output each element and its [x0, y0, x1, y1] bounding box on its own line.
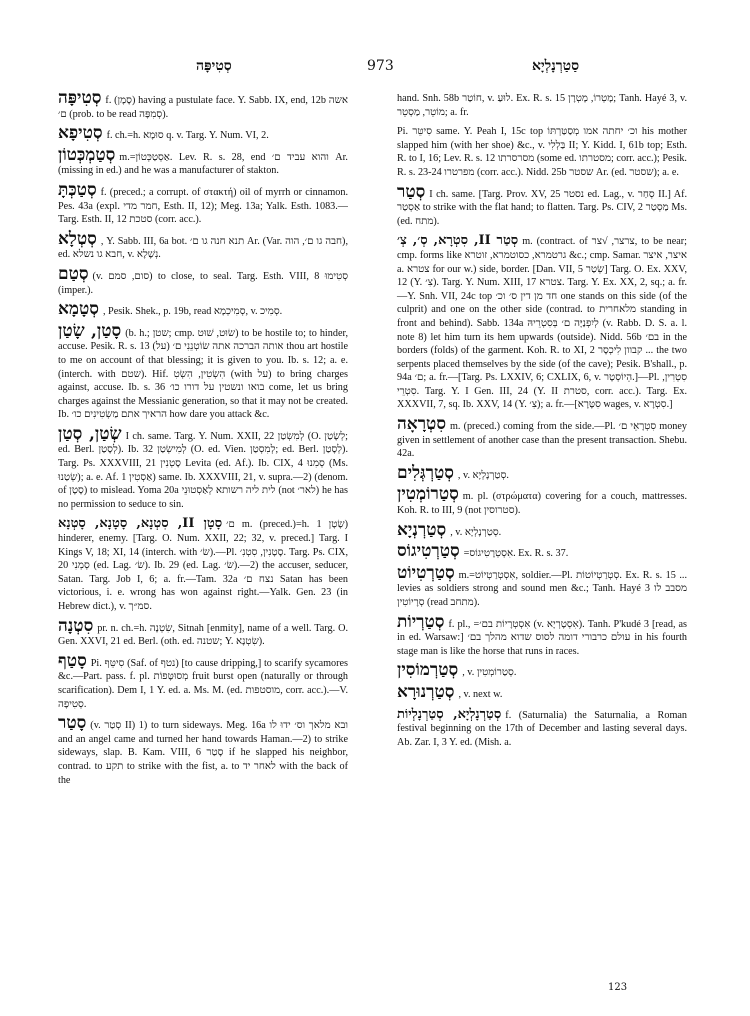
dictionary-entry [397, 708, 687, 750]
entry-definition: I ch. same. [Targ. Prov. XV, 25 נסטר ed. Lag., v. סְחַר II.] Af. אַסְטַר to strike with the flat hand; to flatten. Targ. Ps. CIV, 2 מַסְטַר Ms. (ed. מתח). [397, 188, 688, 227]
dictionary-entry [58, 263, 349, 297]
entry-headword: סָטַן, שָׂטַן [58, 320, 122, 341]
entry-definition: , Pesik. Shek., p. 19b, read סְמִיכְמָא, v. סְמִיכ. [102, 306, 283, 318]
entry-definition: pr. n. ch.=h. שִׂטְנָה, Sitnah [enmity], name of a well. Targ. O. Gen. XXVI, 21 ed. Berl. (oth. ed. שטנה; Y. שִׂטְנָא). [58, 622, 348, 648]
entry-definition: m. (preced.) coming from the side.—Pl. סִטְרָאֵי ם׳ money given in settlement of another case than the present transaction. Shebu. 42a. [397, 421, 687, 460]
dictionary-entry [397, 92, 687, 119]
signature-mark: 123 [608, 982, 628, 993]
page-number: 973 [367, 58, 394, 74]
page-header [50, 58, 700, 80]
dictionary-entry [397, 484, 687, 517]
dictionary-entry [397, 541, 687, 562]
entry-definition: m.=אַסְטַכְּטוֹן. Lev. R. s. 28, end והוא עביד ם׳ Ar. (missing in ed.) and he was a manufacturer of stakton. [58, 151, 348, 177]
entry-definition: (v. סְטַר II) 1) to turn sideways. Meg. 16a ובא מלאך וס׳ ידוּ לו and an angel came and turned her hand towards Haman.—2) to strike sideways, slap. B. Kam. VIII, 6 סָטַר if he slapped his neighbor, contrad. to תקע to strike with the fist, a. to לאחר יד with the back of the [58, 720, 348, 786]
entry-definition: m. (contract. of צרצר, √צר, to be near; cmp. forms like גרטמרא, כסוטמרא, זוטרא &c.; cmp. Samar. איצר, איצר a. צטרא for our w.) side, border. [Dan. VII, 5 שְׂטַר] Targ. O. Ex. XXV, 12 (Y. צִ׳). Targ. Y. Num. XIII, 17 צטרא. Targ. Y. Ex. XX, 2, sq.; a. fr.—Y. Snh. VII, 24c top חד מן דין ס׳ וכ׳ one stands on this side (of the culprit) and one on the other side (contrad. to מלאחרית standing in front and behind). Sabb. 134a לְיִפְנַיָּה ם׳ בְּסִטְרֵיהּ (v. Rabb. D. S. a. l. note 8) let him turn its hem upwards (outside). Nidd. 56b בם׳ in the borders (folds) of the garment. Koh. R. to XI, 2 קבוון לִיכְסָר ... the two serpents placed themselves by the side (of the cave); Pesik. B'shall., p. 94a ם׳; a. fr.—[Targ. Ps. LXXIV, 6; CXLIX, 6, v. הֵיוֹסְטָר.]—Pl. סִטְרִין, סִטְרֵי. Targ. Y. I Gen. III, 24 (Y. II סטרת, corr. acc.). Targ. Ex. XXXVII, 7, sq. Ib. XXV, 14 (Y. צִ׳); a. fr.—[סִטָּרָא wages, v. סִטְרָא.] [397, 236, 688, 411]
dictionary-entry [397, 234, 687, 412]
entry-headword: סְטַרְנוּרָא [397, 681, 455, 702]
dictionary-entry [397, 611, 688, 659]
entry-headword: סְטַרְמוֹסִין [397, 660, 459, 681]
dictionary-entry [397, 462, 687, 483]
entry-headword: סְטַמְכְּטוֹן [58, 144, 116, 165]
dictionary-entry [58, 423, 348, 512]
entry-definition: , v. סְטַרוֹמְטִין. [462, 667, 517, 679]
dictionary-entry [397, 660, 687, 681]
running-head-left: סְטִיפָּה [196, 58, 232, 74]
dictionary-entry [58, 320, 349, 422]
entry-headword: סְטָמָא [58, 299, 99, 320]
entry-definition: f. (סָמָן) having a pustulate face. Y. Sabb. IX, end, 12b אשה ם׳ (prob. to be read סְמִפָּה). [58, 95, 348, 120]
entry-headword: סְטַרְגְּלִים [397, 462, 454, 483]
entry-headword: סָטַר [58, 713, 87, 734]
entry-headword: סִטְרָאָה [397, 414, 446, 435]
dictionary-entry [58, 228, 348, 262]
entry-definition: (b. h.; שטן; cmp. שׂוּט, שׁוּט) to be hostile to; to hinder, accuse. Pesik. R. s. 13 (על) אותה הברכה אתה שׂוֹטְנֵנִי ם׳ thou art hostile to me on account of that blessing; it is given to you. Ib. s. 12; a. e. (interch. with שטם). Hif. הִשְׂטִין, הִשְׂטִ (with על) to bring charges against, accuse. Ib. s. 36 בואו ונשטין על דורו כו׳ come, let us bring charges against the Messianic generation, so that it may not be created. Ib. הראיך אתם מַשְׂטִינִים כו׳ how dare you attack &c. [58, 327, 349, 421]
entry-headword: סְטַרְיוֹת [397, 611, 445, 632]
entry-headword: סְטַם [58, 263, 89, 284]
entry-definition: , v. סְטַרְנָלְיָא. [450, 526, 502, 538]
dictionary-entry [58, 144, 348, 178]
entry-definition: , v. סְטַרְנָלְיָא. [457, 469, 509, 481]
entry-definition: Pi. סִיטֵּר same. Y. Peah I, 15c top וכ׳ יחתה אמו מְסַטַּרְתּוֹ his mother slapped him (with her shoe) &c., v. בַּלְלִי II; Y. Kidd. I, 61b top; Esth. R. to I, 16; Lev. R. s. 12 מסרסרתו (some ed. מסטרתו; corr. acc.); Pesik. R. s. 23-24 מפרטרו (corr. acc.). Nidd. 25b שסטר Ar. (ed. שסטר); a. e. [397, 126, 687, 178]
entry-headword: סְטַר [397, 181, 426, 202]
entry-definition: =אִסְטְרָטִיגוֹס. Ex. R. s. 37. [463, 548, 569, 560]
entry-definition: m. pl. (στρώματα) covering for a couch, mattresses. Koh. R. to III, 9 (not סטרוסין). [397, 491, 687, 517]
entry-definition: I ch. same. Targ. Y. Num. XXII, 22 לְמִשְׂטַן (O. לְשָׂטַן; ed. Berl. לְסָטַן). Ib. 32 לְמִישְׂטַן (O. ed. Vien. לְמִסְטַן; ed. Berl. לְסָטַן). Targ. Ps. XXXVIII, 21 סָטְנִין Levita (ed. Af.). Ib. CIX, 4 סְמִנוּ (Ms. שְׂטַנוּ); a. e. Af. אַסְטִין 1) same. Ib. XXXVIII, 21, v. supra.—2) (denom. of סָטָן) to mislead. Yoma 20a לית ליה רשותא לְאַסְטוּנֵי (not לאר׳) he has no permission to seduce to sin. [58, 430, 348, 510]
dictionary-entry [397, 519, 687, 540]
right-column [397, 92, 687, 755]
entry-definition: , v. next w. [458, 688, 503, 700]
left-column [58, 88, 349, 793]
entry-definition: f. ch.=h. סוּמָא q. v. Targ. Y. Num. VI, 2. [106, 130, 269, 142]
entry-headword: סְטַרְנָלְיָא, סְטַרְנָלְיוֹת [397, 706, 502, 722]
entry-headword: סִטְנָה [58, 615, 94, 636]
dictionary-entry [397, 562, 687, 610]
dictionary-entry [58, 299, 348, 320]
entry-headword: סְטְלָא [58, 228, 97, 249]
entry-headword: סְטַרוֹמְטִין [397, 484, 459, 505]
entry-definition: hand. Snh. 58b חוֹטַר, v. לוּעַ. Ex. R. s. 15 מָטְרוֹ, מָטְרָן; Tanh. Hayé 3, v. מוֹטֵר, מַסְטֵר; a. fr. [397, 93, 688, 118]
dictionary-entry [58, 650, 349, 711]
dictionary-entry [58, 179, 348, 227]
entry-headword: סְטִיפָּה [58, 88, 102, 108]
dictionary-entry [58, 615, 348, 649]
dictionary-entry [58, 88, 348, 121]
entry-definition: (v. סום, סמם) to close, to seal. Targ. Esth. VIII, 8 סְטִימוּ (imper.). [58, 270, 349, 296]
dictionary-entry [397, 414, 687, 461]
entry-headword: סְטִיפָא [58, 123, 103, 144]
dictionary-entry [58, 713, 348, 787]
entry-headword: סָטָן II, סִטְנָא, סָטָנָא, סָטְנָא [58, 516, 223, 532]
entry-headword: סְטַרְטִיגוֹס [397, 541, 460, 562]
entry-headword: סְטַרְנְיָא [397, 519, 447, 540]
dictionary-entry [397, 125, 687, 179]
dictionary-entry [58, 123, 348, 144]
entry-definition: f. (Saturnalia) the Saturnalia, a Roman festival beginning on the 17th of December and lasting several days. Ab. Zar. I, 3 Y. ed. (Mish. a. [397, 709, 687, 748]
entry-definition: Pi. סִיטֵּף (Saf. of נטף) [to cause dripping,] to scarify sycamores &c.—Part. pass. f. pl. מְסוּטָּפוֹת fruit burst open (naturally or through scarification). Dem I, 1 Y. ed. a. Ms. M. (ed. מוסטפות, corr. acc.).—V. סְטִיפָה. [58, 657, 349, 710]
dictionary-entry [397, 681, 687, 702]
entry-headword: סְטַרְטִיוֹט [397, 562, 455, 583]
entry-headword: סְטַכְּתָּ [58, 179, 97, 200]
entry-headword: סָטַף [58, 650, 87, 671]
entry-headword: שְׂטַן, סְטַן [58, 423, 122, 444]
entry-definition: f. pl., =אִסְטְרָיוֹת בם׳ (v. אִסְטָרְיָא). Tanh. P'kudé 3 [read, as in ed. Warsaw:] עולם כרבורי דומה לסוס שדוא מהלך בם׳ in his fourth stage man is like the horse that runs in races. [397, 618, 688, 657]
entry-definition: ם׳ m. (preced.)=h. שָׂטָן 1) hinderer, enemy. [Targ. O. Num. XXII, 22; 32, v. preced.] Targ. I Kings V, 18; XI, 14 (interch. with שׂ׳).—Pl. סָטָנִין, סִטְנִ׳. Targ. Ps. CIX, 20 סְמְנִי (ed. Lag. שׂ׳). Ib. 29 (ed. Lag. שׂ׳).—2) the accuser, seducer, Satan. Targ. Job I, 6; a. fr.—Tam. 32a נצח ם׳ Satan has been victorious, i. e. wrong has won against right.—Yalk. Gen. 23 (in Hebrew dict.), v. סמ״ך. [58, 519, 349, 612]
dictionary-entry [58, 517, 348, 613]
entry-definition: , Y. Sabb. III, 6a bot. תנא חנה גו ם׳ Ar. (Var. חבה גו ם׳, הוה), ed. חבא גו נשלא, v. נְשָׁלָא. [58, 235, 348, 261]
entry-headword: סְטַר II, סִטְרָא, סְ׳, צְ׳ [397, 233, 519, 249]
entry-definition: f. (preced.; a corrupt. of στακτή) oil of myrrh or cinnamon. Pes. 43a (expl. חמר מדי, Esth. II, 12); Meg. 13a; Yalk. Esth. 1083.—Targ. Esth. II, 12 סטכת (corr. acc.). [58, 186, 348, 226]
entry-definition: m.=אִסְטְרַטְיוֹט, soldier.—Pl. סְטְרַטְיוֹטוֹת. Ex. R. s. 15 ... levies as soldiers strong and sound men &c.; Tanh. Hayé 3 מסבב לו סְרָיוֹטִין (read מתחב). [397, 569, 687, 608]
running-head-right: סַטַרְנָלְיָא [532, 58, 580, 74]
dictionary-entry [397, 181, 688, 229]
